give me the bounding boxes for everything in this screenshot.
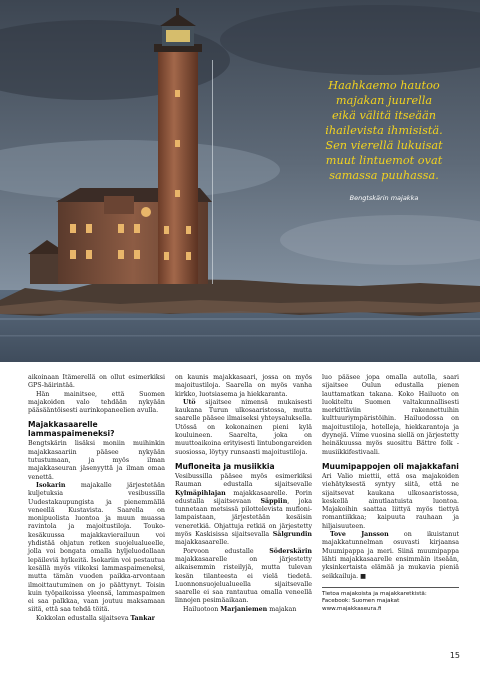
text-run: sijaitsee nimensä mukaisesti kaukana Turun ulkosaaristossa, mutta saarelle pääsee ilmaiseksi yhteysaluksella. Utössä on kokonainen pieni kylä kouluineen. Saarelta, joka on muuttoaikoina erityisesti lintubongareiden suosiossa, löytyy runsaasti majoitustiloja. (175, 398, 312, 456)
quote-line: muut lintuemot ovat (325, 154, 443, 167)
subheading: Mufloneita ja musiikkia (175, 461, 275, 471)
place-name: Isokarin (36, 481, 66, 489)
quote-line: Haahkaemo hautoo (328, 79, 440, 92)
text-run: Hailuotoon (183, 605, 221, 613)
quote-line: majakan juurella (335, 94, 433, 107)
paragraph: Bengtskärin lisäksi moniin muihinkin majakkasaariin pääsee nykyään tutustumaan, ja myös ilman majakkaseuran jäsenyyttä ja ilman omaa venettä. (28, 440, 165, 481)
paragraph: on kaunis majakkasaari, jossa on myös majoitustiloja. Saarella on myös vanha kirkko, luotsiasema ja hiekkaranta. (175, 374, 312, 398)
quote-line: Sen vierellä lukuisat (325, 139, 443, 152)
page-number: 15 (449, 651, 460, 660)
paragraph (28, 615, 165, 623)
place-name: Söderskärin (269, 547, 312, 555)
text-run: majakkasaarelle. Porin edustalla sijaitsevaan (175, 489, 312, 505)
column-3 (322, 374, 459, 659)
subheading: Muumipappojen oli majakkafani (322, 461, 459, 471)
paragraph (28, 482, 165, 615)
text-run: on ikuistanut majakkatunnelman osuvasti kirjaansa Muumipappa ja meri. Siinä muumipappa lähti majakkasaarelle ensimmäin itseään, yksinkertaista elämää ja mukavia pieniä seikkailuja. ■ (322, 531, 459, 580)
text-run: majakkasaarelle on järjestetty aikaisemmin risteilyjä, mutta tulevan kesän tilanteesta ei vielä tiedetä. Luonnonsuojelualueella sijaitsevalle saarelle ei saa rantautua omalla veneellä linnojen pesimäaikaan. (175, 555, 312, 605)
info-box (322, 587, 459, 614)
photo-caption: Bengtskärin majakka (349, 194, 419, 202)
text-run: majakan (267, 605, 297, 613)
paragraph: Hän mainitsee, että Suomen majakoiden valo tehdään nykyään pääsääntöisesti aurinkopaneelien avulla. (28, 390, 165, 415)
place-name: Utö (183, 398, 196, 406)
place-name: Marjaniemen (220, 605, 268, 613)
column-1 (28, 374, 165, 659)
place-name: Säppiin (260, 497, 288, 505)
text-run: Porvoon edustalle (183, 547, 270, 555)
paragraph: Ari Valio miettii, että osa majakoiden viehätyksestä syntyy siitä, että ne sijaitsevat kaukana ulkosaaristossa, keskellä ainutlaatuista luontoa. Majakoihin saattaa liittyä myös tiettyä romantiikkaa; kaipuuta rauhaan ja hiljaisuuteen. (322, 472, 459, 530)
text-run: majakkasaarelle. (175, 539, 230, 547)
info-line: www.majakkaseura.fi (322, 605, 382, 612)
info-line: Facebook: Suomen majakat (322, 598, 400, 605)
column-2 (175, 374, 312, 659)
paragraph (175, 399, 312, 457)
paragraph (175, 473, 312, 548)
place-name: Kylmäpihlajan (175, 489, 226, 497)
text-run: Vesibussilla pääsee myös esimerkiksi Rauman edustalla sijaitsevalle (175, 472, 312, 489)
paragraph: luo pääsee jopa omalla autolla, saari sijaitsee Oulun edustalla pienen lauttamatkan takana. Koko Hailuoto on luokiteltu Suomen valtakunnallisesti merkittäviin rakennettuihin kulttuuriympäristöihin. Hailuodossa on majoitustiloja, hotelleja, hiekkarantoja ja dyynejä. Viime vuosina siellä on järjestetty heinäkuussa myös suosittu Bättre folk -musiikkifestivaali. (322, 374, 459, 456)
paragraph: aikoinaan Itämerellä on ollut esimerkiksi GPS-häirintää. (28, 374, 165, 390)
subheading: Majakkasaarelle lammaspaimeneksi? (28, 420, 115, 439)
paragraph (175, 606, 312, 614)
person-name: Tove Jansson (330, 531, 389, 539)
quote-line: samassa puuhassa. (329, 169, 439, 182)
pull-quote (300, 78, 468, 206)
place-name: Tankar (130, 614, 155, 622)
place-name: Sälgrundin (272, 531, 312, 539)
paragraph (322, 531, 459, 581)
text-run: majakalle järjestetään kuljetuksia vesibussilla Uudestakaupungista ja pienemmällä veneellä Kustavista. Saarella on monipuolista luontoa ja muun muassa ravintola ja majoitustiloja. Touko-kesäkuussa majakkavierailuun voi yhdistää ohjatun retken suojelualueelle, jolla voi bongata omalla hyljeluodollaan lepäileviä hylkeitä. Isokariin voi pestautua kesällä myös viikoksi lammaspaimeneksi, mutta tämän vuoden paikka-arvontaan ilmoittautuminen on jo päättynyt. Toisin kuin työpaikoissa yleensä, lammaspaimen ei saa palkkaa, vaan joutuu maksamaan siitä, että saa tehdä töitä. (28, 481, 165, 614)
quote-line: ihailevista ihmisistä. (325, 124, 443, 137)
paragraph (175, 548, 312, 606)
article-columns (28, 374, 460, 659)
text-run: Kokkolan edustalla sijaitseva (36, 614, 131, 622)
info-line: Tietoa majakoista ja majakkaretkistä: (322, 590, 427, 597)
quote-line: eikä välitä itseään (331, 109, 437, 122)
text-run: , joka tunnetaan metsissä pilottelevista mufloni-lampaistaan, järjestetään kesäisin veneretkiä. Ohjattuja retkiä on järjestetty myös Kaskisissa sijaitsevalla (175, 497, 312, 539)
